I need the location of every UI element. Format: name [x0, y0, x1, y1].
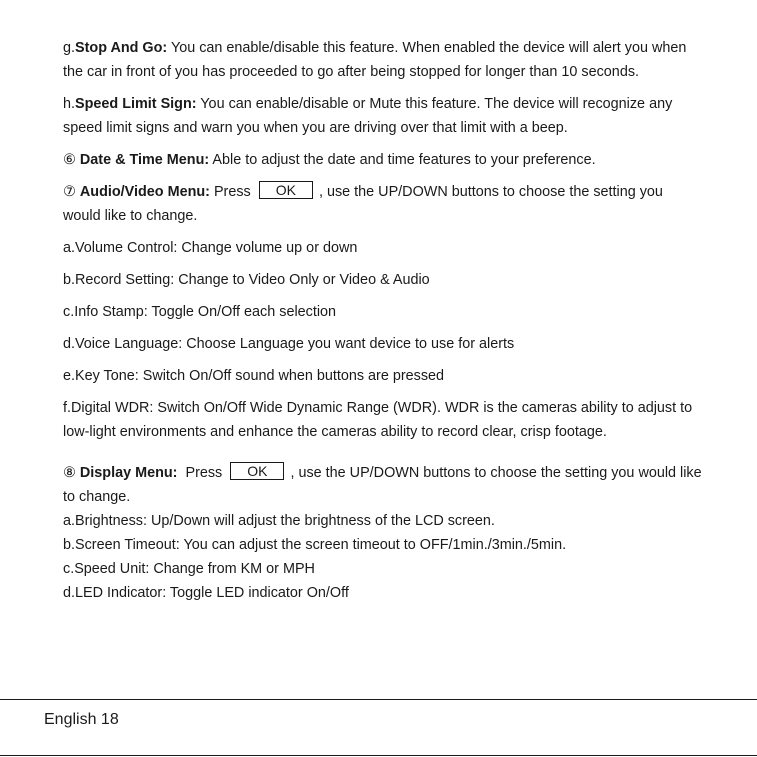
list-item: f.Digital WDR: Switch On/Off Wide Dynamic Range (WDR). WDR is the cameras ability to adjust to low-light environments and enhance the cameras ability to record clear, crisp footage.	[63, 400, 693, 440]
item-stop-and-go	[63, 36, 703, 84]
list-item: c.Info Stamp: Toggle On/Off each selection	[63, 304, 337, 320]
item-speed-limit-sign	[63, 92, 703, 140]
item-audio-video-menu	[63, 180, 703, 228]
manual-content	[63, 36, 703, 605]
item-text: You can enable/disable this feature. When enabled the device will alert you when the car in front of you has proceeded to go after being stopped for longer than 10 seconds.	[63, 40, 687, 80]
list-item: a.Volume Control: Change volume up or down	[63, 240, 358, 256]
circled-number-8: ⑧	[63, 465, 76, 481]
footer-divider-top	[0, 699, 757, 700]
item-title: Audio/Video Menu:	[79, 184, 210, 200]
list-item: b.Record Setting: Change to Video Only or Video & Audio	[63, 272, 430, 288]
item-press-text: Press	[177, 465, 223, 481]
ok-button-graphic: OK	[230, 462, 284, 480]
list-item: d.Voice Language: Choose Language you want device to use for alerts	[63, 336, 515, 352]
page-number: English 18	[44, 711, 119, 728]
footer-divider-bottom	[0, 755, 757, 756]
list-item: c.Speed Unit: Change from KM or MPH	[63, 561, 315, 577]
list-item: b.Screen Timeout: You can adjust the screen timeout to OFF/1min./3min./5min.	[63, 537, 567, 553]
item-title: Display Menu:	[79, 465, 178, 481]
item-text: , use the UP/DOWN buttons to choose the setting you would like to change.	[63, 465, 702, 505]
list-item: e.Key Tone: Switch On/Off sound when buttons are pressed	[63, 368, 445, 384]
item-prefix: g.	[63, 40, 76, 56]
item-prefix: h.	[63, 96, 76, 112]
circled-number-7: ⑦	[63, 184, 76, 200]
item-title: Stop And Go:	[75, 40, 168, 56]
list-item: a.Brightness: Up/Down will adjust the brightness of the LCD screen.	[63, 513, 495, 529]
item-text: You can enable/disable or Mute this feature. The device will recognize any speed limit signs and warn you when you are driving over that limit with a beep.	[63, 96, 673, 136]
item-text: Able to adjust the date and time features to your preference.	[209, 152, 596, 168]
item-title: Speed Limit Sign:	[75, 96, 197, 112]
item-date-time-menu	[63, 148, 703, 172]
circled-number-6: ⑥	[63, 152, 76, 168]
item-display-menu	[63, 461, 703, 509]
ok-button-graphic: OK	[259, 181, 313, 199]
item-press-text: Press	[209, 184, 251, 200]
item-text: , use the UP/DOWN buttons to choose the setting you would like to change.	[63, 184, 663, 224]
item-title: Date & Time Menu:	[79, 152, 210, 168]
list-item: d.LED Indicator: Toggle LED indicator On/Off	[63, 585, 349, 601]
